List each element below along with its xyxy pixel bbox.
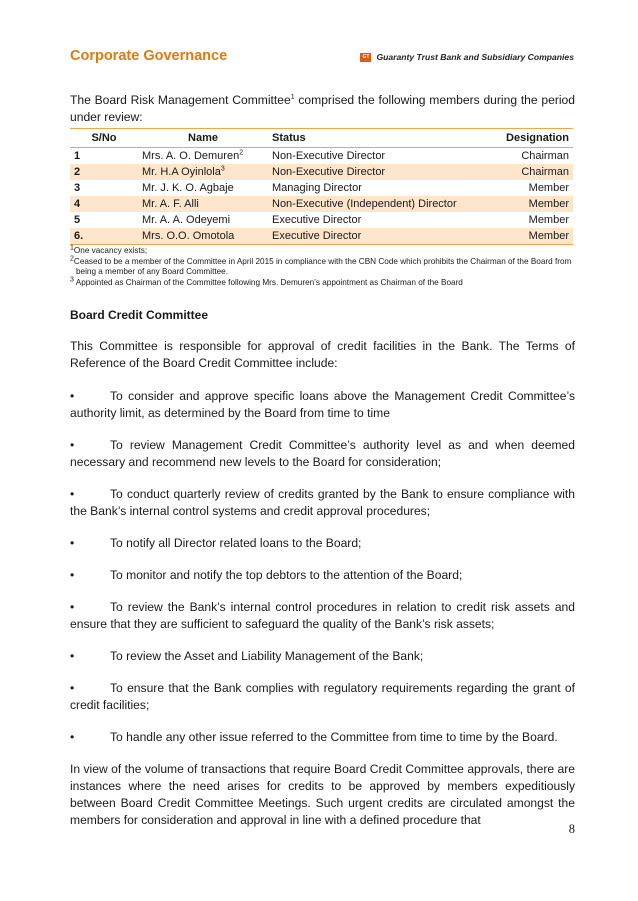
list-item-text: To conduct quarterly review of credits granted by the Bank to ensure compliance with the Bank’s internal control systems and credit approval procedures; — [70, 487, 575, 519]
list-item-text: To consider and approve specific loans above the Management Credit Committee’s authority limit, as determined by the Board from time to time — [70, 389, 575, 421]
page-content — [70, 92, 575, 829]
section-heading: Board Credit Committee — [70, 308, 209, 323]
row-designation: Member — [491, 196, 573, 212]
row-name: Mr. J. K. O. Agbaje — [142, 182, 234, 194]
list-item: • To review the Asset and Liability Management of the Bank; — [70, 648, 575, 665]
row-designation: Chairman — [521, 150, 569, 162]
list-item: • To consider and approve specific loans above the Management Credit Committee’s authority limit, as determined by the Board from time to time — [70, 389, 575, 421]
table-row — [70, 228, 573, 245]
row-status: Non-Executive Director — [272, 150, 386, 162]
header-status: Status — [268, 129, 491, 148]
list-item: • To ensure that the Bank complies with regulatory requirements regarding the grant of credit facilities; — [70, 681, 575, 713]
row-designation: Chairman — [491, 164, 573, 180]
table-header-row — [70, 129, 573, 148]
row-name: Mrs. O.O. Omotola — [138, 228, 268, 245]
intro-text-start: The Board Risk Management Committee — [70, 93, 291, 107]
row-sno: 2 — [70, 164, 138, 180]
row-name: Mr. H.A Oyinlola$^3$ — [138, 164, 268, 180]
row-name: Mrs. A. O. Demuren$^2$ — [142, 149, 244, 162]
row-designation: Member — [528, 214, 569, 226]
footnotes — [70, 246, 575, 288]
row-name: Mr. A. A. Odeyemi — [142, 214, 231, 226]
list-item-text: To monitor and notify the top debtors to the attention of the Board; — [110, 568, 463, 583]
row-sno: 5 — [74, 214, 81, 226]
intro-paragraph — [70, 92, 575, 126]
row-sno: 6. — [70, 228, 138, 245]
footnote: $^2$Ceased to be a member of the Committee in April 2015 in compliance with the CBN Code which prohibits the Chairman of the Board from being a member of any Board Committee. — [70, 254, 572, 277]
section-intro: This Committee is responsible for approval of credit facilities in the Bank. The Terms of Reference of the Board Credit Committee include: — [70, 339, 575, 371]
footnote: $^1$One vacancy exists; — [70, 244, 148, 255]
terms-list — [70, 388, 575, 746]
list-item-text: To notify all Director related loans to the Board; — [110, 536, 362, 551]
header-designation: Designation — [491, 129, 573, 148]
footnote: $^3$ Appointed as Chairman of the Committee following Mrs. Demuren’s appointment as Chairman of the Board — [70, 276, 463, 287]
table-row — [70, 180, 573, 196]
list-item: • To monitor and notify the top debtors to the attention of the Board; — [70, 567, 575, 584]
list-item-text: To review the Bank’s internal control procedures in relation to credit risk assets and ensure that they are sufficient to safeguard the quality of the Bank’s risk assets; — [70, 600, 575, 632]
intro-text-end: comprised the following members during the period under review: — [70, 93, 575, 124]
committee-members-table — [70, 128, 573, 245]
row-name: Mr. A. F. Alli — [138, 196, 268, 212]
table-row — [70, 148, 573, 165]
row-sno: 3 — [74, 182, 81, 194]
header-company-name: Guaranty Trust Bank and Subsidiary Companies — [376, 52, 574, 62]
table-row — [70, 196, 573, 212]
row-sno: 4 — [70, 196, 138, 212]
header-name: Name — [138, 129, 268, 148]
row-status: Non-Executive Director — [268, 164, 491, 180]
closing-paragraph: In view of the volume of transactions that require Board Credit Committee approvals, there are instances where the need arises for credits to be approved by members expeditiously between Board Credit Committee Meetings. Such urgent credits are circulated amongst the members for consideration and approval in line with a defined procedure that — [70, 762, 575, 828]
page-header-title: Corporate Governance — [70, 48, 228, 64]
footnote-ref: 1 — [290, 93, 295, 101]
header-sno: S/No — [70, 129, 138, 148]
page-number: 8 — [568, 822, 575, 836]
list-item: • To handle any other issue referred to the Committee from time to time by the Board. — [70, 729, 575, 746]
list-item-text: To handle any other issue referred to the Committee from time to time by the Board. — [110, 730, 558, 745]
table-row — [70, 164, 573, 180]
row-status: Executive Director — [268, 228, 491, 245]
header-company — [360, 52, 574, 62]
list-item: • To notify all Director related loans to the Board; — [70, 535, 575, 552]
row-designation: Member — [528, 182, 569, 194]
row-sno: 1 — [74, 150, 81, 162]
list-item-text: To ensure that the Bank complies with regulatory requirements regarding the grant of credit facilities; — [70, 681, 575, 713]
row-status: Executive Director — [272, 214, 362, 226]
list-item: • To review the Bank’s internal control procedures in relation to credit risk assets and ensure that they are sufficient to safeguard the quality of the Bank’s risk assets; — [70, 600, 575, 632]
gtbank-logo-icon: GT — [360, 53, 371, 62]
row-designation: Member — [491, 228, 573, 245]
row-status: Non-Executive (Independent) Director — [268, 196, 491, 212]
list-item-text: To review the Asset and Liability Management of the Bank; — [110, 649, 424, 664]
list-item: • To conduct quarterly review of credits granted by the Bank to ensure compliance with the Bank’s internal control systems and credit approval procedures; — [70, 487, 575, 519]
list-item-text: To review Management Credit Committee’s authority level as and when deemed necessary and recommend new levels to the Board for consideration; — [70, 438, 575, 470]
table-row — [70, 212, 573, 228]
list-item: • To review Management Credit Committee’s authority level as and when deemed necessary and recommend new levels to the Board for consideration; — [70, 438, 575, 470]
row-status: Managing Director — [272, 182, 362, 194]
